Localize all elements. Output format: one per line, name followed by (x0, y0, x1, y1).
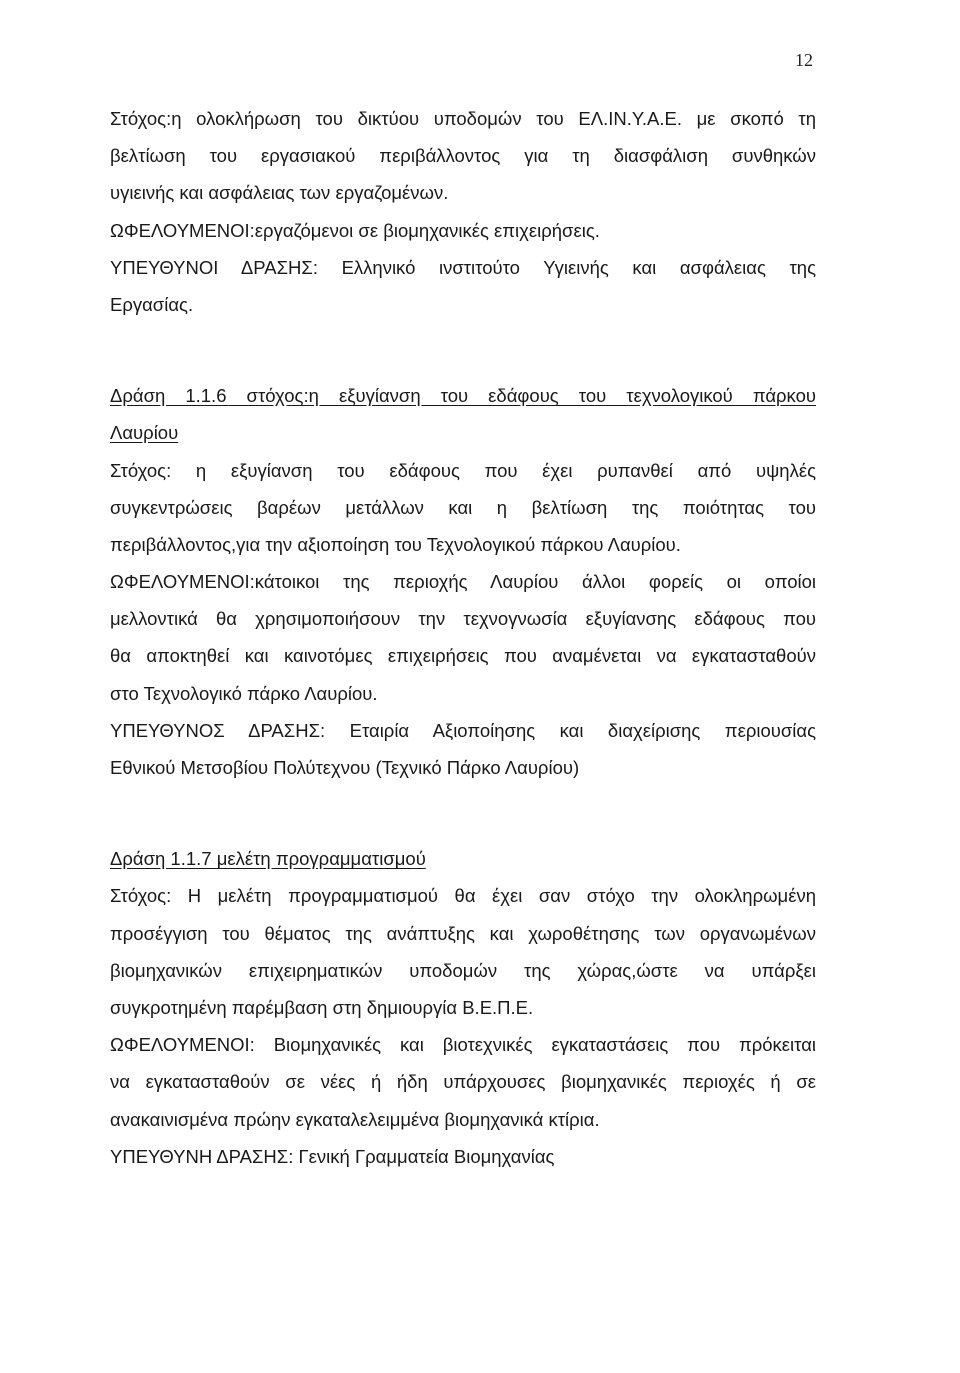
paragraph-line: βελτίωση του εργασιακού περιβάλλοντος για τη διασφάλιση συνθηκών (110, 145, 816, 167)
section-action-1-1-7 (110, 847, 816, 1169)
spacer (110, 330, 816, 384)
paragraph-line: ΥΠΕΥΘΥΝΟΙ ΔΡΑΣΗΣ: Ελληνικό ινστιτούτο Υγιεινής και ασφάλειας της (110, 256, 816, 278)
spacer (110, 793, 816, 847)
page-number: 12 (795, 50, 813, 70)
paragraph-line: υγιεινής και ασφάλειας των εργαζομένων. (110, 182, 449, 204)
paragraph-line: να εγκατασταθούν σε νέες ή ήδη υπάρχουσες βιομηχανικές περιοχές ή σε (110, 1071, 816, 1093)
paragraph-line: μελλοντικά θα χρησιμοποιήσουν την τεχνογνωσία εξυγίανσης εδάφους που (110, 608, 816, 630)
section-heading: Δράση 1.1.6 στόχος:η εξυγίανση του εδάφους του τεχνολογικού πάρκου (110, 385, 816, 407)
document-body (110, 107, 816, 1182)
section-goal-elinyae (110, 107, 816, 317)
paragraph-line: θα αποκτηθεί και καινοτόμες επιχειρήσεις που αναμένεται να εγκατασταθούν (110, 645, 816, 667)
paragraph-line: Στόχος: η εξυγίανση του εδάφους που έχει ρυπανθεί από υψηλές (110, 459, 816, 481)
paragraph-line: ΩΦΕΛΟΥΜΕΝΟΙ:κάτοικοι της περιοχής Λαυρίου άλλοι φορείς οι οποίοι (110, 571, 816, 593)
paragraph-line: ΩΦΕΛΟΥΜΕΝΟΙ: Βιομηχανικές και βιοτεχνικές εγκαταστάσεις που πρόκειται (110, 1034, 816, 1056)
paragraph-line: Στόχος: Η μελέτη προγραμματισμού θα έχει σαν στόχο την ολοκληρωμένη (110, 885, 816, 907)
paragraph-line: ΩΦΕΛΟΥΜΕΝΟΙ:εργαζόμενοι σε βιομηχανικές επιχειρήσεις. (110, 219, 600, 241)
paragraph-line: συγκεντρώσεις βαρέων μετάλλων και η βελτίωση της ποιότητας του (110, 496, 816, 518)
section-heading: Λαυρίου (110, 422, 179, 444)
paragraph-line: ΥΠΕΥΘΥΝΟΣ ΔΡΑΣΗΣ: Εταιρία Αξιοποίησης και διαχείρισης περιουσίας (110, 719, 816, 741)
paragraph-line: συγκροτημένη παρέμβαση στη δημιουργία Β.Ε.Π.Ε. (110, 996, 534, 1018)
paragraph-line: Στόχος:η ολοκλήρωση του δικτύου υποδομών του ΕΛ.ΙΝ.Υ.Α.Ε. με σκοπό τη (110, 108, 816, 129)
paragraph-line: Εθνικού Μετσοβίου Πολύτεχνου (Τεχνικό Πάρκο Λαυρίου) (110, 757, 580, 778)
paragraph-line: περιβάλλοντος,για την αξιοποίηση του Τεχνολογικού πάρκου Λαυρίου. (110, 533, 681, 555)
paragraph-line: ΥΠΕΥΘΥΝΗ ΔΡΑΣΗΣ: Γενική Γραμματεία Βιομηχανίας (110, 1145, 555, 1167)
paragraph-line: ανακαινισμένα πρώην εγκαταλελειμμένα βιομηχανικά κτίρια. (110, 1108, 600, 1130)
paragraph-line: βιομηχανικών επιχειρηματικών υποδομών της χώρας,ώστε να υπάρξει (110, 959, 816, 981)
section-heading: Δράση 1.1.7 μελέτη προγραμματισμού (110, 848, 426, 870)
paragraph-line: Εργασίας. (110, 293, 194, 315)
section-action-1-1-6 (110, 384, 816, 780)
paragraph-line: προσέγγιση του θέματος της ανάπτυξης και χωροθέτησης των οργανωμένων (110, 922, 816, 944)
paragraph-line: στο Τεχνολογικό πάρκο Λαυρίου. (110, 682, 378, 704)
